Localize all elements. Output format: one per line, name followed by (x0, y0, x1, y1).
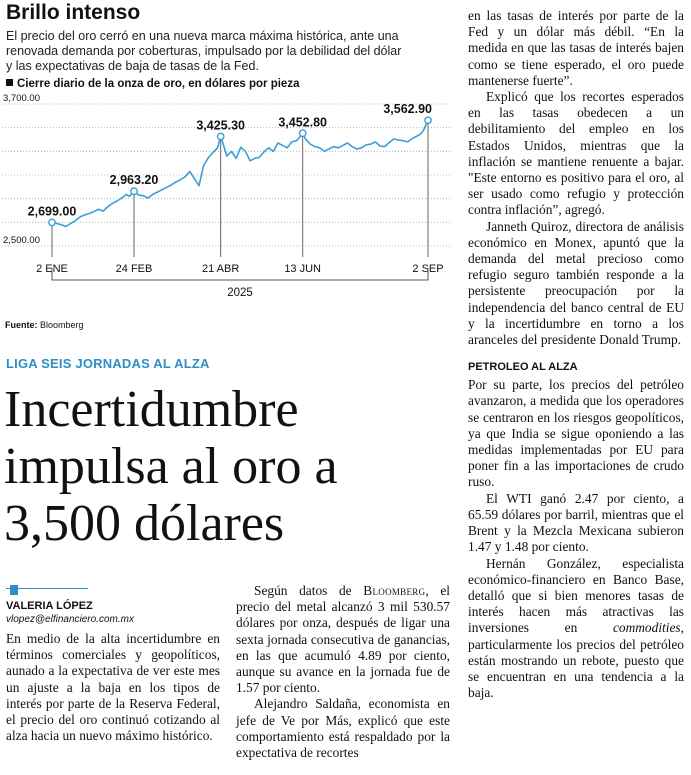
paragraph: en las tasas de interés por parte de la Fed y un dólar más débil. “En la medida en que las tasas de interés bajen como se tiene esperado, el oro puede mantenerse fuerte”. (468, 8, 684, 88)
y-tick-label: 2,500.00 (3, 235, 40, 246)
paragraph: Explicó que los recortes esperados en las tasas obedecen a un debilitamiento del empleo en los Estados Unidos, mientras que la inflación se mantiene renuente a bajar. "Este entorno es positivo para el oro, al ser usado como refugio y protección contra inflación”, agregó. (468, 89, 684, 218)
byline-rule (6, 588, 88, 589)
paragraph: El WTI ganó 2.47 por ciento, a 65.59 dólares por barril, mientras que el Brent y la Mezcla Mexicana subieron 1.47 y 1.48 por ciento. (468, 490, 684, 555)
x-tick-label: 13 JUN (284, 263, 322, 275)
x-tick-label: 21 ABR (202, 263, 240, 275)
italic-term: commodities (612, 620, 681, 636)
data-point-marker (49, 219, 55, 225)
chart-caption-text: Cierre diario de la onza de oro, en dólares por pieza (17, 78, 300, 90)
byline-marker-icon (10, 585, 18, 595)
paragraph: Janneth Quiroz, directora de análisis económico en Monex, apuntó que la demanda del metal precioso como refugio seguro también responde a la persistente preocupación por la independencia del banco central de EU y la incertidumbre en torno a los aranceles del presidente Donald Trump. (468, 218, 684, 348)
y-tick-label: 3,700.00 (3, 94, 40, 104)
source-label: Fuente: (5, 320, 38, 330)
data-point-marker (217, 133, 223, 139)
paragraph (468, 556, 684, 702)
data-label: 3,425.30 (196, 118, 245, 133)
chart-caption (6, 78, 299, 90)
data-point-marker (131, 188, 137, 194)
x-tick-label: 2 ENE (36, 263, 68, 275)
section-heading: PETROLEO AL ALZA (468, 361, 578, 374)
paragraph-text: Según datos de (254, 583, 364, 598)
brand-name: Bloomberg (363, 583, 426, 598)
data-point-marker (425, 117, 431, 123)
x-axis-year-label: 2025 (227, 287, 253, 299)
square-bullet-icon (6, 79, 13, 86)
article-column-2 (236, 583, 450, 761)
x-tick-label: 2 SEP (412, 263, 444, 275)
data-label: 3,452.80 (278, 115, 328, 130)
article-headline: Incertidumbre impulsa al oro a 3,500 dólares (4, 381, 338, 552)
data-label: 3,562.90 (383, 102, 432, 117)
article-column-1 (6, 631, 220, 744)
article-kicker: LIGA SEIS JORNADAS AL ALZA (6, 356, 210, 371)
paragraph: Por su parte, los precios del petróleo avanzaron, a medida que los operadores se centraron en los riesgos geopolíticos, ya que India se sigue oponiendo a las medidas implementadas por EU para poner fin a las importaciones de crudo ruso. (468, 377, 684, 490)
gold-price-chart (0, 94, 460, 316)
data-point-marker (299, 130, 305, 136)
data-label: 2,963.20 (109, 173, 159, 188)
chart-title: Brillo intenso (6, 1, 141, 24)
paragraph: En medio de la alta incertidumbre en términos comerciales y geopolíticos, aunado a la expectativa de ver este mes un ajuste a la baja en los tipos de interés por parte de la Reserva Federal, el precio del oro continuó cotizando al alza hacia un nuevo máximo histórico. (6, 631, 220, 744)
byline-author: VALERIA LÓPEZ (6, 600, 93, 612)
paragraph-text: , particularmente los precios del petróleo están mostrando un rebote, puesto que se encuentran en una tendencia a la baja. (468, 620, 684, 701)
paragraph-text: , el precio del metal alcanzó 3 mil 530.57 dólares por onza, después de ligar una sexta jornada consecutiva de ganancias, en las que acumuló 4.89 por ciento, aunque su avance en la jornada fue de 1.57 por ciento. (236, 583, 450, 696)
paragraph (236, 583, 450, 696)
paragraph-text: Hernán González, especialista económico-financiero en Banco Base, detalló que si bien menores tasas de interés hacen más atractivas las inversiones en (468, 555, 684, 636)
year-bracket (52, 268, 428, 280)
source-name: Bloomberg (40, 320, 84, 330)
chart-subtitle: El precio del oro cerró en una nueva marca máxima histórica, ante una renovada demanda por coberturas, impulsado por la debilidad del dólar y las expectativas de baja de tasas de la Fed. (6, 29, 402, 73)
data-label: 2,699.00 (27, 204, 77, 219)
article-column-3 (468, 8, 684, 701)
x-tick-label: 24 FEB (115, 263, 153, 275)
paragraph: Alejandro Saldaña, economista en jefe de Ve por Más, explicó que este comportamiento está respaldado por la expectativa de recortes (236, 696, 450, 761)
byline-email: vlopez@elfinanciero.com.mx (6, 614, 134, 625)
chart-source (5, 320, 84, 330)
gold-price-line (52, 120, 428, 226)
